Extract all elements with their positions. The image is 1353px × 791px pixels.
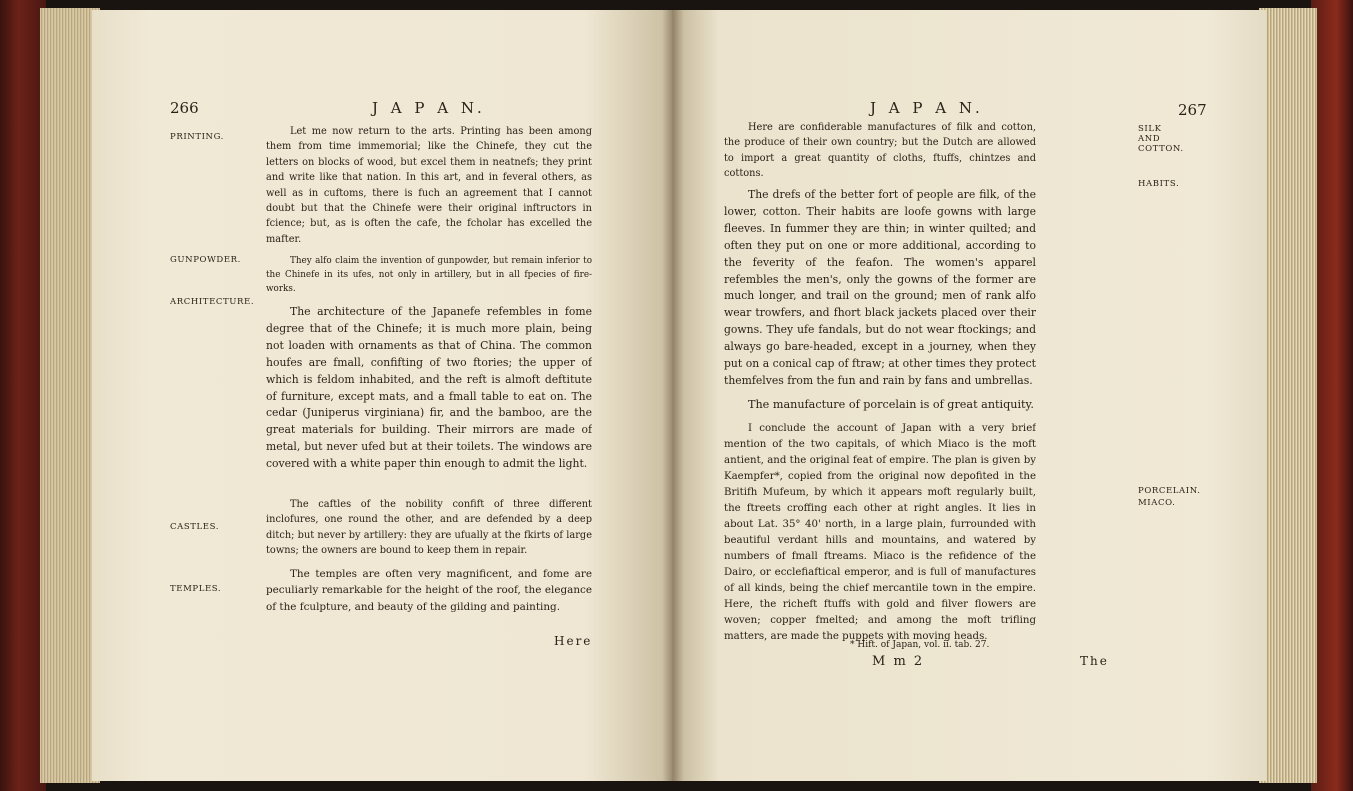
left-running-head: J A P A N. xyxy=(372,99,486,117)
paragraph-architecture: The architecture of the Japanefe refembles in fome degree that of the Chinefe; it is much more plain, being not loaden with ornaments as that of China. The common houfes are fmall, confifting of two ftories; the upper of which is feldom inhabited, and the reft is almoft deftitute of furniture, except mats, and a fmall table to eat on. The cedar (Juniperus virginiana) fir, and the bamboo, are the great materials for building. Their mirrors are made of metal, but never ufed but at their toilets. The windows are covered with a white paper thin enough to admit the light. xyxy=(266,305,592,471)
page-edges-right xyxy=(1259,8,1317,783)
page-edges-left xyxy=(40,8,100,783)
paragraph-castles: The caftles of the nobility confift of three different inclofures, one round the other, and are defended by a deep ditch; but never by artillery: they are ufually at the fkirts of large towns; the owners are bound to keep them in repair. xyxy=(266,499,592,557)
margin-note-printing: PRINTING. xyxy=(170,132,224,142)
margin-note-habits: HABITS. xyxy=(1138,179,1180,189)
book-cover-right xyxy=(1311,0,1353,791)
left-catchword: Here xyxy=(554,634,593,648)
book-gutter xyxy=(662,10,684,781)
margin-note-temples: TEMPLES. xyxy=(170,584,222,594)
paragraph-miaco: I conclude the account of Japan with a very brief mention of the two capitals, of which Miaco is the moft antient, and the original feat of empire. The plan is given by Kaempfer*, copied from the original now depofited in the Britifh Mufeum, by which it appears moft regularly built, the ftreets croffing each other at right angles. It lies in about Lat. 35° 40' north, in a large plain, furrounded with beautiful verdant hills and mountains, and watered by numbers of fmall ftreams. Miaco is the refidence of the Dairo, or ecclefiaftical emperor, and is full of manufactures of all kinds, being the chief mercantile town in the empire. Here, the richeft ftuffs with gold and filver flowers are woven; copper fmelted; and among the moft trifling matters, are made the puppets with moving heads. xyxy=(724,423,1036,642)
right-catchword: The xyxy=(1080,654,1109,668)
margin-note-gunpowder: GUNPOWDER. xyxy=(170,255,241,265)
margin-note-porcelain: PORCELAIN. xyxy=(1138,486,1201,496)
paragraph-porcelain: The manufacture of porcelain is of great antiquity. xyxy=(748,398,1034,411)
left-page-text xyxy=(266,124,592,627)
paragraph-silk-cotton: Here are confiderable manufactures of filk and cotton, the produce of their own country; but the Dutch are allowed to import a great quantity of cloths, ftuffs, chintzes and cottons. xyxy=(724,122,1036,180)
margin-note-architecture: ARCHITECTURE. xyxy=(170,297,255,307)
signature-mark: M m 2 xyxy=(872,654,925,669)
right-page-text xyxy=(724,120,1036,647)
margin-note-miaco: MIACO. xyxy=(1138,498,1176,508)
margin-note-silk-cotton: SILK AND COTTON. xyxy=(1138,124,1184,154)
left-page-number: 266 xyxy=(170,99,199,117)
footnote: * Hift. of Japan, vol. ii. tab. 27. xyxy=(850,640,990,650)
paragraph-printing: Let me now return to the arts. Printing has been among them from time immemorial; like the Chinefe, they cut the letters on blocks of wood, but excel them in neatnefs; they print and write like that nation. In this art, and in feveral others, as well as in cuftoms, there is fuch an agreement that I cannot doubt but that the Chinefe were their original inftructors in fcience; but, as is often the cafe, the fcholar has excelled the mafter. xyxy=(266,126,592,245)
right-running-head: J A P A N. xyxy=(870,99,984,117)
paragraph-habits: The drefs of the better fort of people are filk, of the lower, cotton. Their habits are loofe gowns with large fleeves. In fummer they are thin; in winter quilted; and often they put on one or more additional, according to the feverity of the feafon. The women's apparel refembles the men's, only the gowns of the former are much longer, and trail on the ground; men of rank alfo wear trowfers, and fhort black jackets placed over their gowns. They ufe fandals, but do not wear ftockings; and always go bare-headed, except in a journey, when they put on a conical cap of ftraw; at other times they protect themfelves from the fun and rain by fans and umbrellas. xyxy=(724,188,1036,387)
margin-note-castles: CASTLES. xyxy=(170,522,220,532)
right-page-number: 267 xyxy=(1178,101,1207,119)
paragraph-temples: The temples are often very magnificent, and fome are peculiarly remarkable for the height of the roof, the elegance of the fculpture, and beauty of the gilding and painting. xyxy=(266,568,592,613)
paragraph-gunpowder: They alfo claim the invention of gunpowder, but remain inferior to the Chinefe in its ufes, not only in artillery, but in all fpecies of fire-works. xyxy=(266,256,592,294)
